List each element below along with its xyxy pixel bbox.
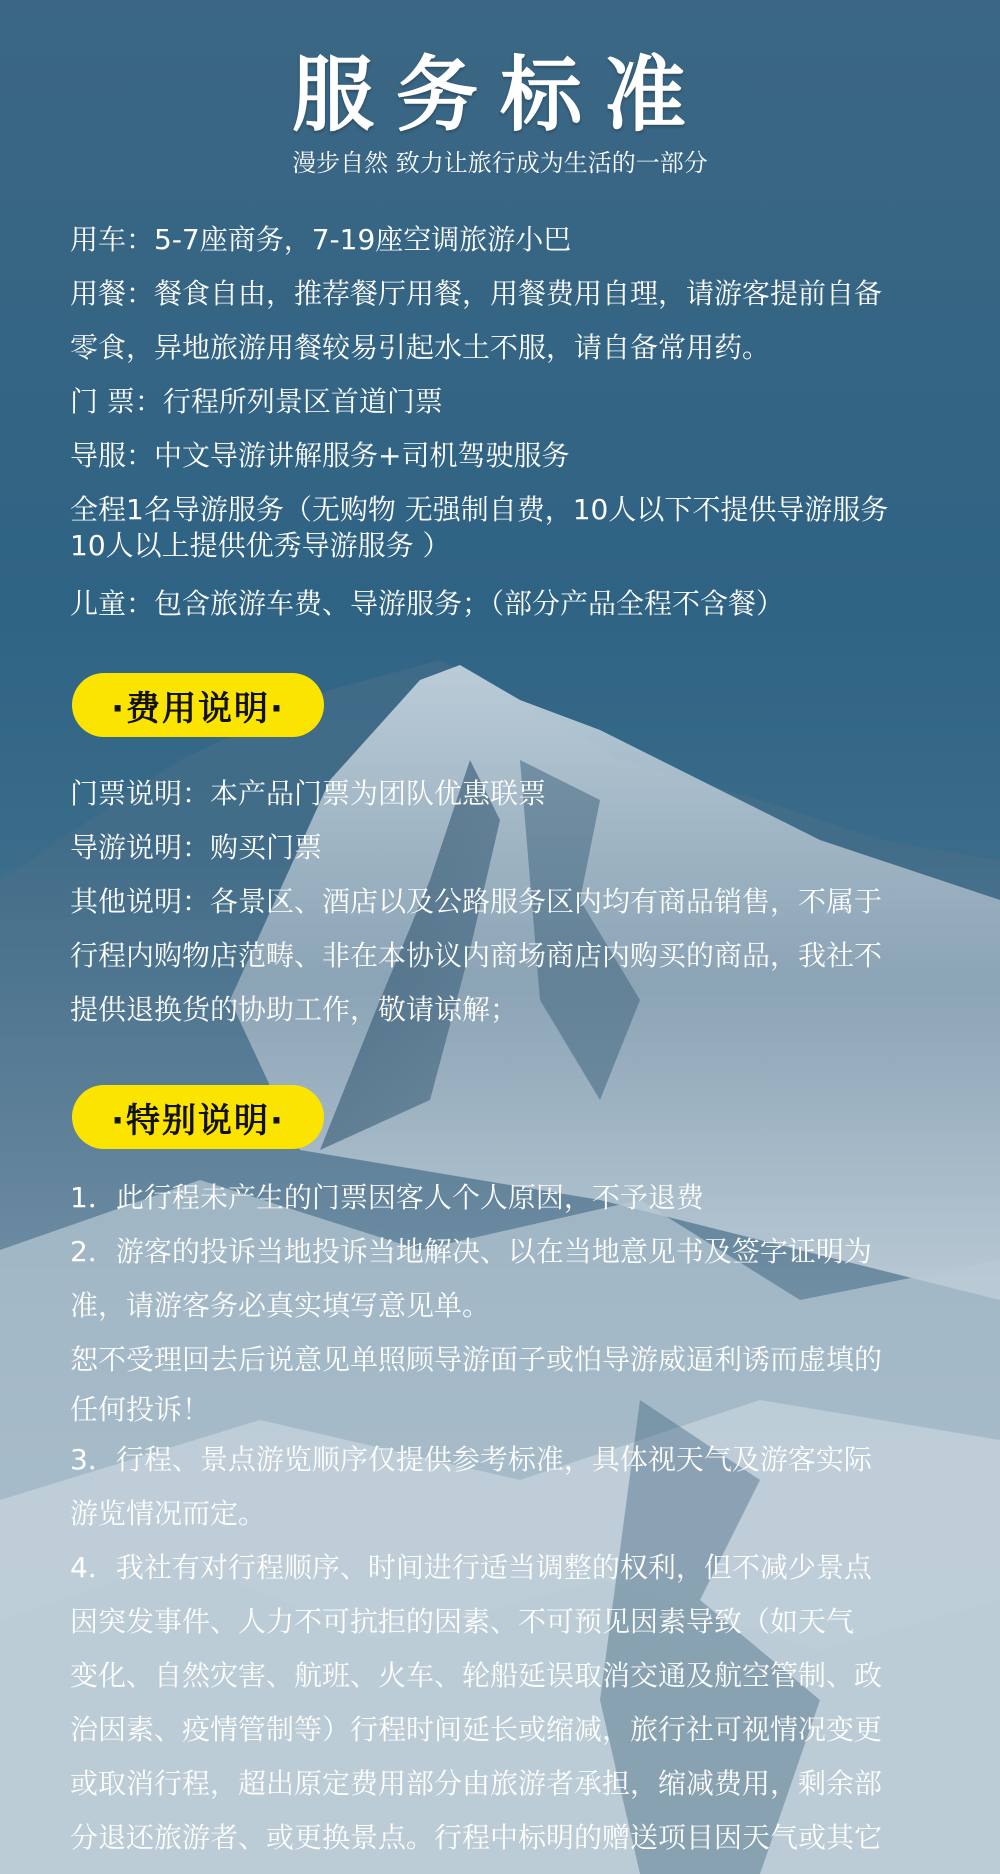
special-line: 游览情况而定。 [70,1497,267,1530]
page-subtitle: 漫步自然 致力让旅行成为生活的一部分 [292,149,708,177]
service-line: 零食，异地旅游用餐较易引起水土不服，请自备常用药。 [70,331,771,364]
service-line: 10人以上提供优秀导游服务 ） [70,529,451,562]
fee-line: 行程内购物店范畴、非在本协议内商场商店内购买的商品，我社不 [70,939,883,972]
fee-line: 提供退换货的协助工作，敬请谅解； [70,993,519,1026]
special-line: 或取消行程，超出原定费用部分由旅游者承担，缩减费用，剩余部 [70,1767,883,1800]
service-line: 用餐：餐食自由，推荐餐厅用餐，用餐费用自理，请游客提前自备 [70,277,883,310]
special-line: 分退还旅游者、或更换景点。行程中标明的赠送项目因天气或其它 [70,1821,883,1854]
service-line: 全程1名导游服务（无购物 无强制自费，10人以下不提供导游服务 [70,493,889,526]
service-line: 门 票：行程所列景区首道门票 [70,385,443,418]
special-line: 治因素、疫情管制等）行程时间延长或缩减，旅行社可视情况变更 [70,1713,883,1746]
service-line: 用车：5-7座商务，7-19座空调旅游小巴 [70,223,572,256]
fee-line: 导游说明：购买门票 [70,831,323,864]
special-line: 恕不受理回去后说意见单照顾导游面子或怕导游威逼利诱而虚填的 [70,1343,883,1376]
fee-section-badge: ·费用说明· [72,673,324,737]
special-line: 变化、自然灾害、航班、火车、轮船延误取消交通及航空管制、政 [70,1659,883,1692]
special-line: 4．我社有对行程顺序、时间进行适当调整的权利，但不减少景点 [70,1551,872,1584]
page-title: 服务标准 [291,48,708,143]
special-line: 因突发事件、人力不可抗拒的因素、不可预见因素导致（如天气 [70,1605,855,1638]
service-line: 导服：中文导游讲解服务+司机驾驶服务 [70,439,570,472]
fee-line: 其他说明：各景区、酒店以及公路服务区内均有商品销售，不属于 [70,885,883,918]
special-line: 2．游客的投诉当地投诉当地解决、以在当地意见书及签字证明为 [70,1235,872,1268]
special-section-badge: ·特别说明· [72,1085,324,1149]
special-line: 准，请游客务必真实填写意见单。 [70,1289,491,1322]
service-line: 儿童：包含旅游车费、导游服务；（部分产品全程不含餐） [70,587,785,620]
special-line: 3．行程、景点游览顺序仅提供参考标准，具体视天气及游客实际 [70,1443,872,1476]
fee-line: 门票说明：本产品门票为团队优惠联票 [70,777,547,810]
special-line: 任何投诉！ [70,1393,211,1426]
special-line: 1．此行程未产生的门票因客人个人原因，不予退费 [70,1181,704,1214]
